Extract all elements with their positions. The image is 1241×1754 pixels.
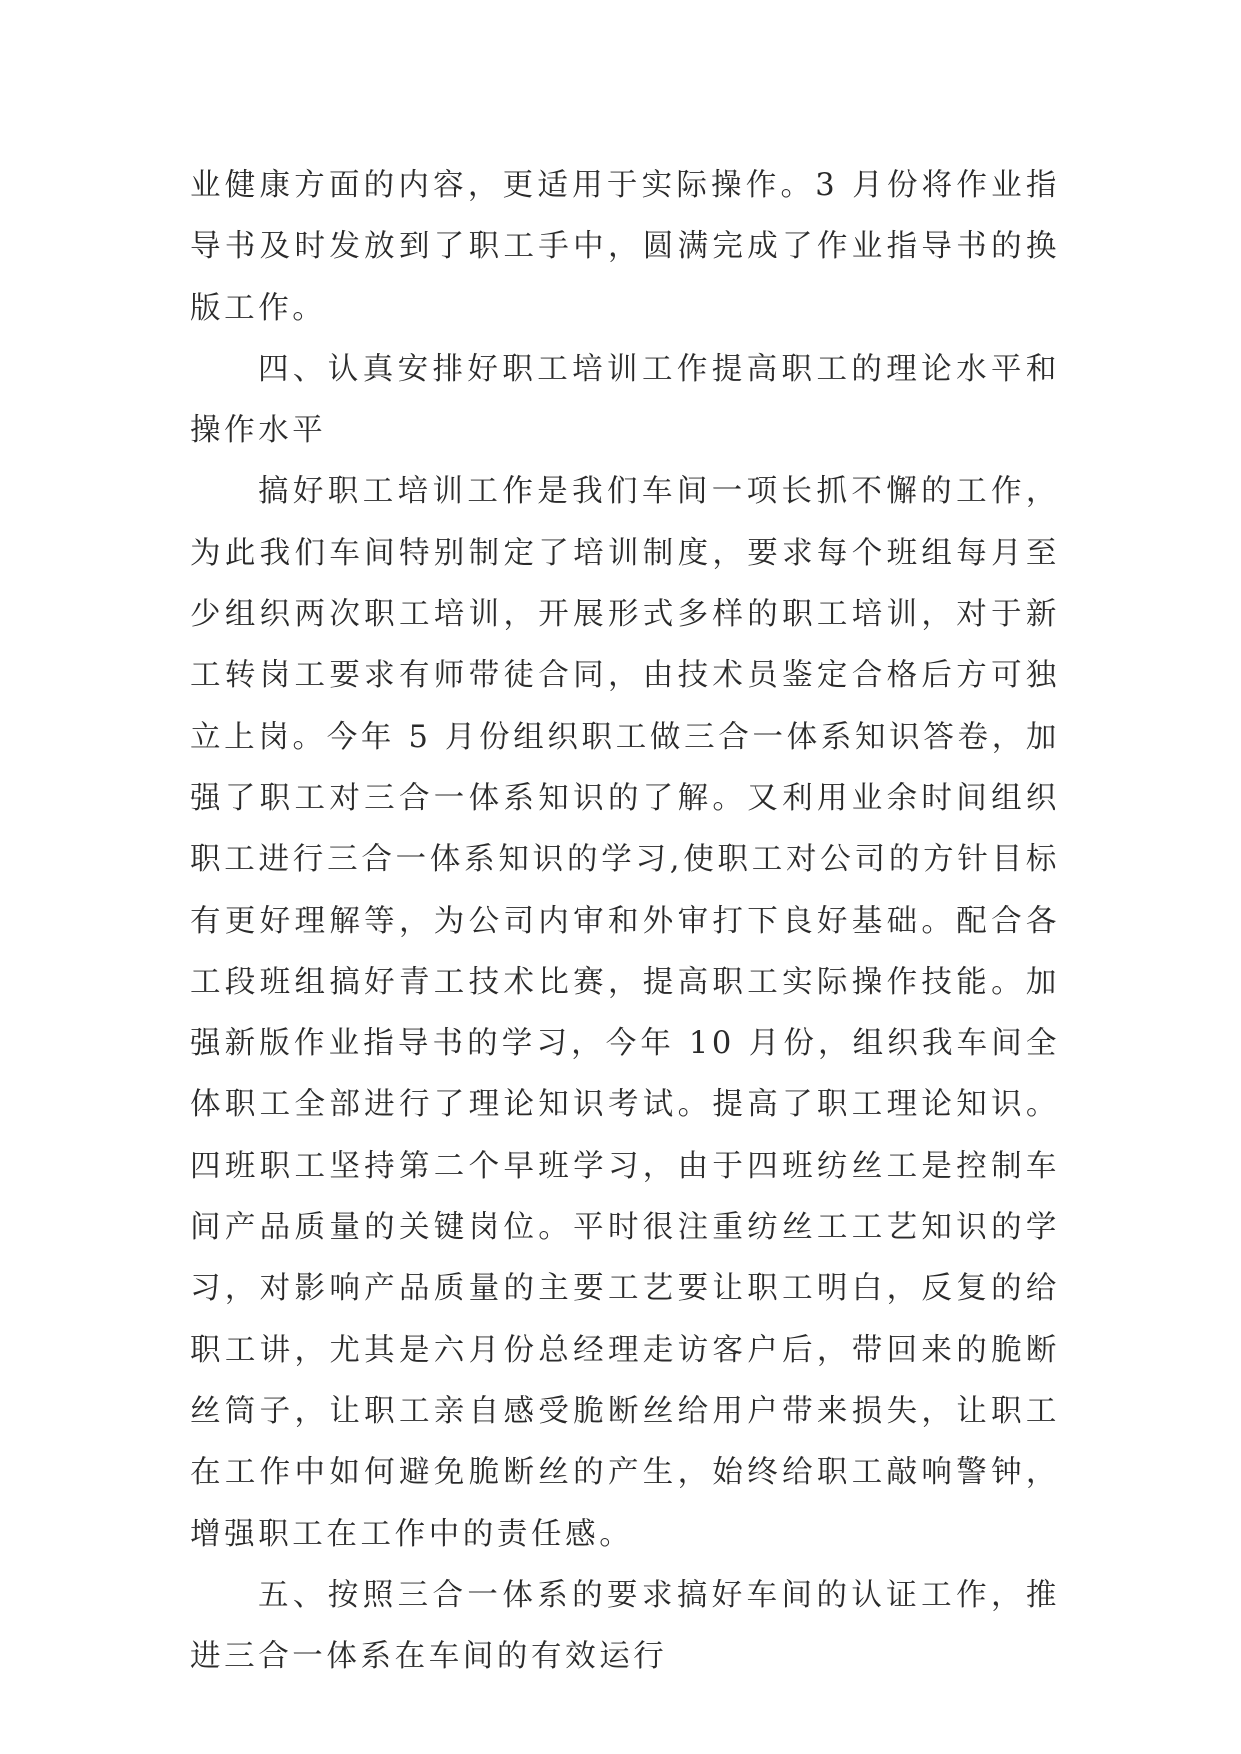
paragraph-continuation: 业健康方面的内容，更适用于实际操作。3 月份将作业指导书及时发放到了职工手中，圆满完成了作业指导书的换版工作。: [190, 168, 1060, 326]
paragraph-training: 搞好职工培训工作是我们车间一项长抓不懈的工作，为此我们车间特别制定了培训制度，要求每个班组每月至少组织两次职工培训，开展形式多样的职工培训，对于新工转岗工要求有师带徒合同，由技术员鉴定合格后方可独立上岗。今年 5 月份组织职工做三合一体系知识答卷，加强了职工对三合一体系知识的了解。又利用业余时间组织职工进行三合一体系知识的学习,使职工对公司的方针目标有更好理解等，为公司内审和外审打下良好基础。配合各工段班组搞好青工技术比赛，提高职工实际操作技能。加强新版作业指导书的学习，今年 10 月份，组织我车间全体职工全部进行了理论知识考试。提高了职工理论知识。四班职工坚持第二个早班学习，由于四班纺丝工是控制车间产品质量的关键岗位。平时很注重纺丝工工艺知识的学习，对影响产品质量的主要工艺要让职工明白，反复的给职工讲，尤其是六月份总经理走访客户后，带回来的脆断丝筒子，让职工亲自感受脆断丝给用户带来损失，让职工在工作中如何避免脆断丝的产生，始终给职工敲响警钟，增强职工在工作中的责任感。: [190, 474, 1060, 1552]
section-heading-five: 五、按照三合一体系的要求搞好车间的认证工作，推进三合一体系在车间的有效运行: [190, 1577, 1060, 1675]
document-body: [190, 155, 1060, 1687]
section-heading-four: 四、认真安排好职工培训工作提高职工的理论水平和操作水平: [190, 351, 1060, 449]
